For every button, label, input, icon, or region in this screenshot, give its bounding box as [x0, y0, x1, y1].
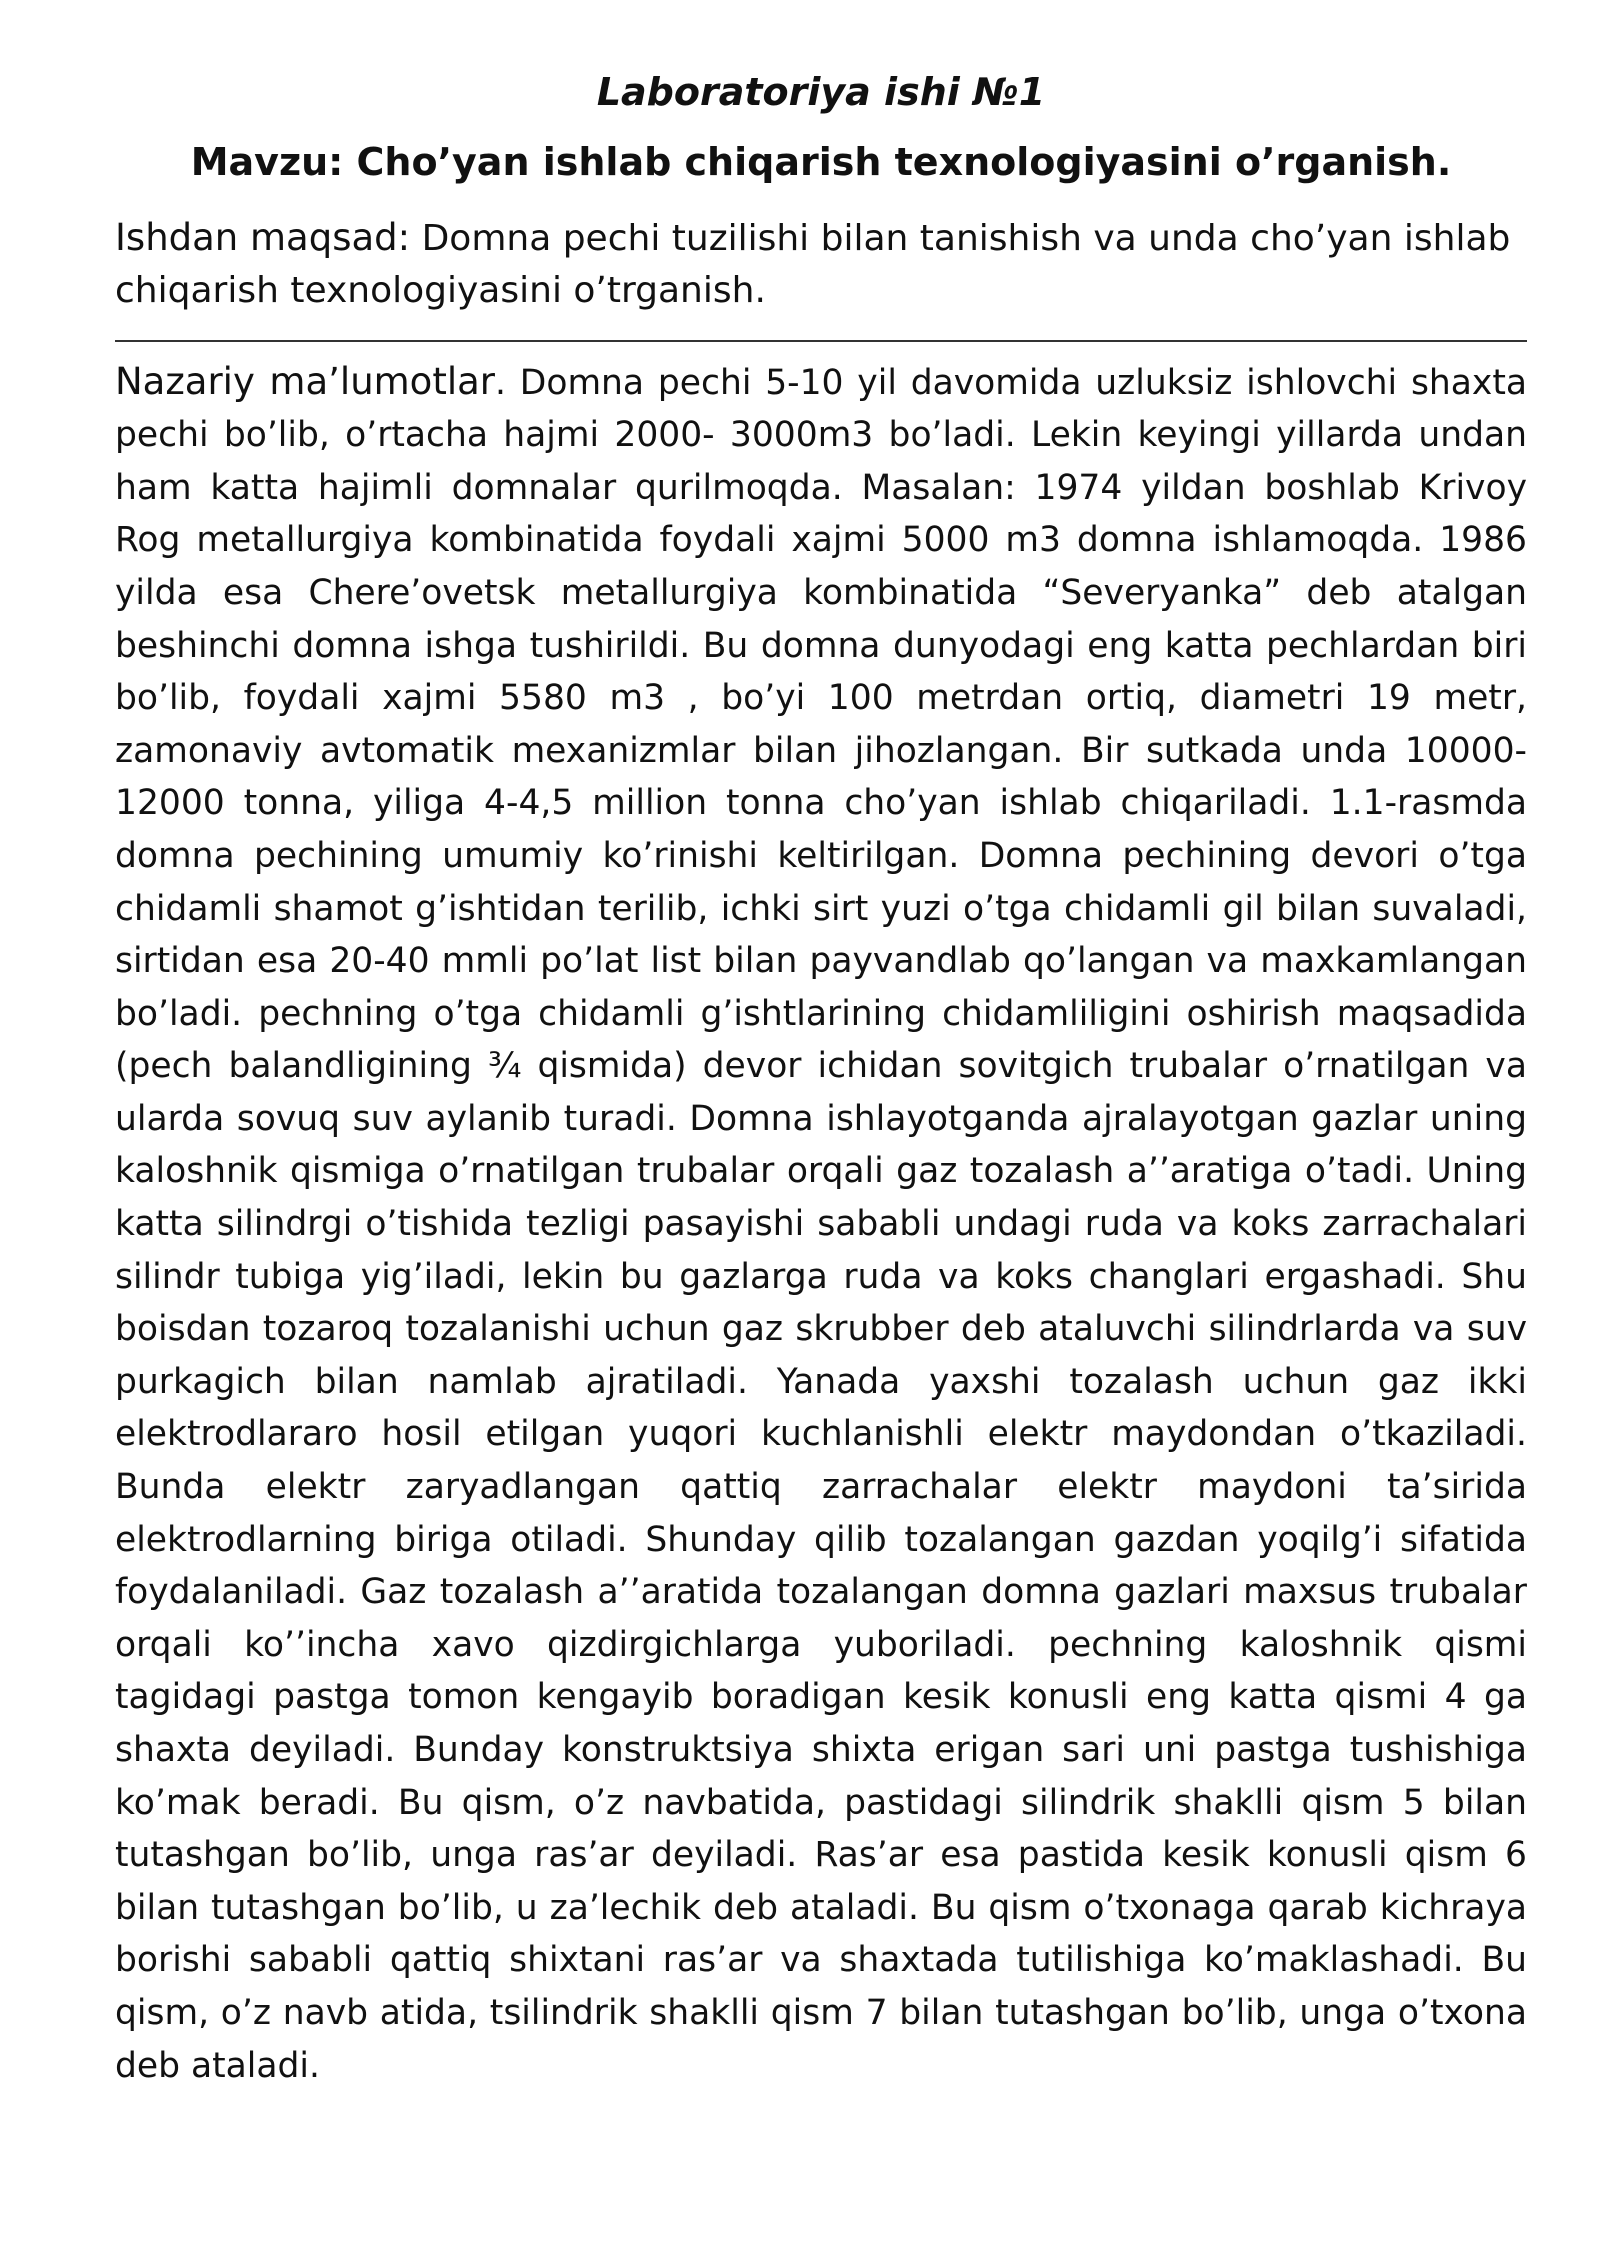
goal-text: Domna pechi tuzilishi bilan tanishish va unda cho’yan ishlab chiqarish texnologiyasini o’trganish. [115, 218, 1511, 312]
theory-label: Nazariy ma’lumotlar [115, 359, 495, 403]
topic-heading: Mavzu: Cho’yan ishlab chiqarish texnologiyasini o’rganish. [190, 139, 1452, 184]
document-page [115, 70, 1527, 2092]
theory-paragraph [115, 356, 1527, 2093]
theory-text: . Domna pechi 5-10 yil davomida uzluksiz ishlovchi shaxta pechi bo’lib, o’rtacha hajmi 2000- 3000m3 bo’ladi. Lekin keyingi yillarda undan ham katta hajimli domnalar qurilmoqda. Masalan: 1974 yildan boshlab Krivoy Rog metallurgiya kombinatida foydali xajmi 5000 m3 domna ishlamoqda. 1986 yilda esa Chere’ovetsk metallurgiya kombinatida “Severyanka” deb atalgan beshinchi domna ishga tushirildi. Bu domna dunyodagi eng katta pechlardan biri bo’lib, foydali xajmi 5580 m3 , bo’yi 100 metrdan ortiq, diametri 19 metr, zamonaviy avtomatik mexanizmlar bilan jihozlangan. Bir sutkada unda 10000-12000 tonna, yiliga 4-4,5 million tonna cho’yan ishlab chiqariladi. 1.1-rasmda domna pechining umumiy ko’rinishi keltirilgan. Domna pechining devori o’tga chidamli shamot g’ishtidan terilib, ichki sirt yuzi o’tga chidamli gil bilan suvaladi, sirtidan esa 20-40 mmli po’lat list bilan payvandlab qo’langan va maxkamlangan bo’ladi. pechning o’tga chidamli g’ishtlarining chidamliligini oshirish maqsadida (pech balandligining ¾ qismida) devor ichidan sovitgich trubalar o’rnatilgan va ularda sovuq suv aylanib turadi. Domna ishlayotganda ajralayotgan gazlar uning kaloshnik qismiga o’rnatilgan trubalar orqali gaz tozalash a’’aratiga o’tadi. Uning katta silindrgi o’tishida tezligi pasayishi sababli undagi ruda va koks zarrachalari silindr tubiga yig’iladi, lekin bu gazlarga ruda va koks changlari ergashadi. Shu boisdan tozaroq tozalanishi uchun gaz skrubber deb ataluvchi silindrlarda va suv purkagich bilan namlab ajratiladi. Yanada yaxshi tozalash uchun gaz ikki elektrodlararo hosil etilgan yuqori kuchlanishli elektr maydondan o’tkaziladi. Bunda elektr zaryadlangan qattiq zarrachalar elektr maydoni ta’sirida elektrodlarning biriga otiladi. Shunday qilib tozalangan gazdan yoqilg’i sifatida foydalaniladi. Gaz tozalash a’’aratida tozalangan domna gazlari maxsus trubalar orqali ko’’incha xavo qizdirgichlarga yuboriladi. pechning kaloshnik qismi tagidagi pastga tomon kengayib boradigan kesik konusli eng katta qismi 4 ga shaxta deyiladi. Bunday konstruktsiya shixta erigan sari uni pastga tushishiga ko’mak beradi. Bu qism, o’z navbatida, pastidagi silindrik shaklli qism 5 bilan tutashgan bo’lib, unga ras’ar deyiladi. Ras’ar esa pastida kesik konusli qism 6 bilan tutashgan bo’lib, u za’lechik deb ataladi. Bu qism o’txonaga qarab kichraya borishi sababli qattiq shixtani ras’ar va shaxtada tutilishiga ko’maklashadi. Bu qism, o’z navb atida, tsilindrik shaklli qism 7 bilan tutashgan bo’lib, unga o’txona deb ataladi. [115, 362, 1528, 2086]
goal-paragraph [115, 211, 1527, 317]
section-divider [115, 340, 1527, 342]
lab-title: Laboratoriya ishi №1 [596, 70, 1046, 114]
goal-label: Ishdan maqsad: [115, 216, 411, 260]
